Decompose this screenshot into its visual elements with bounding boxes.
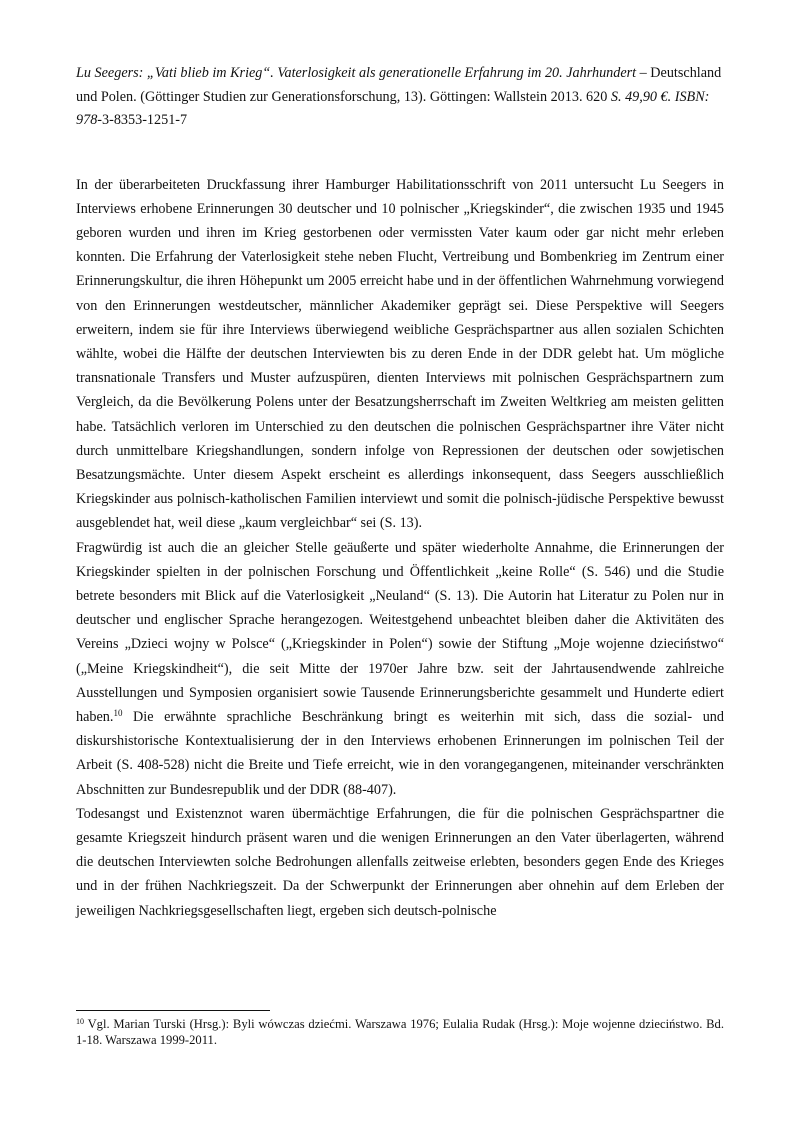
citation-author-title: Lu Seegers: „Vati blieb im Krieg“. Vaterlosigkeit als generationelle Erfahrung im 20. Jahrhundert – — [76, 65, 647, 81]
footnote — [76, 1016, 724, 1048]
paragraph-comparison: Todesangst und Existenznot waren übermächtige Erfahrungen, die für die polnischen Gesprächspartner die gesamte Kriegszeit hindurch präsent waren und die wenigen Erinnerungen an den Vater überlagerten, während die deutschen Interviewten solche Bedrohungen allenfalls zeitweise erlebten, besonders gegen Ende des Krieges und in der frühen Nachkriegszeit. Da der Schwerpunkt der Erinnerungen aber ohnehin auf dem Erleben der jeweiligen Nachkriegsgesellschaften liegt, ergeben sich deutsch-polnische — [76, 805, 724, 919]
citation-series-publisher: Deutschland und Polen. (Göttinger Studien zur Generationsforschung, 13). Göttingen: Wallstein 2013. 620 — [76, 65, 722, 105]
paragraph-critique — [76, 536, 724, 802]
paragraph-intro: In der überarbeiteten Druckfassung ihrer Hamburger Habilitationsschrift von 2011 untersucht Lu Seegers in Interviews erhobene Erinnerungen 30 deutscher und 10 polnischer „Kriegskinder“, die zwischen 1935 und 1945 geboren wurden und ihren im Krieg gestorbenen oder vermissten Vater kaum oder gar nicht mehr erleben konnten. Die Erfahrung der Vaterlosigkeit stehe neben Flucht, Vertreibung und Bombenkrieg im Zentrum einer Erinnerungskultur, die ihren Höhepunkt um 2005 erreicht habe und in der öffentlichen Wahrnehmung vorwiegend von den Erinnerungen westdeutscher, männlicher Akademiker geprägt sei. Diese Perspektive will Seegers erweitern, indem sie für ihre Interviews überwiegend weibliche Gesprächspartner aus allen sozialen Schichten wählte, wobei die Hälfte der deutschen Interviewten bis zu deren Ende in der DDR gelebt hat. Um mögliche transnationale Transfers und Muster aufzuspüren, dienten Interviews mit polnischen Gesprächspartnern zum Vergleich, da die Bevölkerung Polens unter der Besatzungsherrschaft im Zweiten Weltkrieg am meisten gelitten habe. Tatsächlich verloren im Unterschied zu den deutschen die polnischen Gesprächspartner ihre Väter nicht durch unmittelbare Kriegshandlungen, sondern infolge von Repressionen der deutschen oder sowjetischen Besatzungsmächte. Unter diesem Aspekt erscheint es allerdings inkonsequent, dass Seegers ausschließlich Kriegskinder aus polnisch-katholischen Familien interviewt und somit die polnisch-jüdische Perspektive bewusst ausgeblendet hat, weil diese „kaum vergleichbar“ sei (S. 13). — [76, 176, 724, 532]
review-page — [76, 62, 724, 923]
footnote-divider — [76, 1010, 270, 1011]
footnote-number: 10 — [76, 1017, 84, 1026]
footnote-text: Vgl. Marian Turski (Hrsg.): Byli wówczas dziećmi. Warszawa 1976; Eulalia Rudak (Hrsg.): Moje wojenne dzieciństwo. Bd. 1-18. Warszawa 1999-2011. — [76, 1017, 724, 1047]
book-citation — [76, 62, 724, 133]
paragraph-critique-text: Fragwürdig ist auch die an gleicher Stelle geäußerte und später wiederholte Annahme, die Erinnerungen der Kriegskinder spielten in der polnischen Forschung und Öffentlichkeit „keine Rolle“ (S. 546) und die Studie betrete besonders mit Blick auf die Vaterlosigkeit „Neuland“ (S. 13). Die Autorin hat Literatur zu Polen nur in deutscher und englischer Sprache herangezogen. Weitestgehend unbeachtet bleiben daher die Aktivitäten des Vereins „Dzieci wojny w Polsce“ („Kriegskinder in Polen“) sowie der Stiftung „Moje wojenne dzieciństwo“ („Meine Kriegskindheit“), die seit Mitte der 1970er Jahre bzw. seit der Jahrtausendwende zahlreiche Ausstellungen und Symposien organisiert sowie Tausende Erinnerungsberichte gesammelt und Hunderte ediert haben. — [76, 539, 724, 725]
paragraph-critique-continuation: Die erwähnte sprachliche Beschränkung bringt es weiterhin mit sich, dass die sozial- und diskurshistorische Kontextualisierung der in den Interviews erhobenen Erinnerungen im polnischen Teil der Arbeit (S. 408-528) nicht die Breite und Tiefe erreicht, wie in den vorangegangenen, miteinander verschränkten Abschnitten zur Bundesrepublik und der DDR (88-407). — [76, 708, 724, 798]
footnote-reference[interactable]: 10 — [113, 707, 123, 718]
citation-isbn: -3-8353-1251-7 — [97, 112, 188, 128]
citation-price: S. 49,90 €. ISBN: 978 — [76, 88, 710, 128]
